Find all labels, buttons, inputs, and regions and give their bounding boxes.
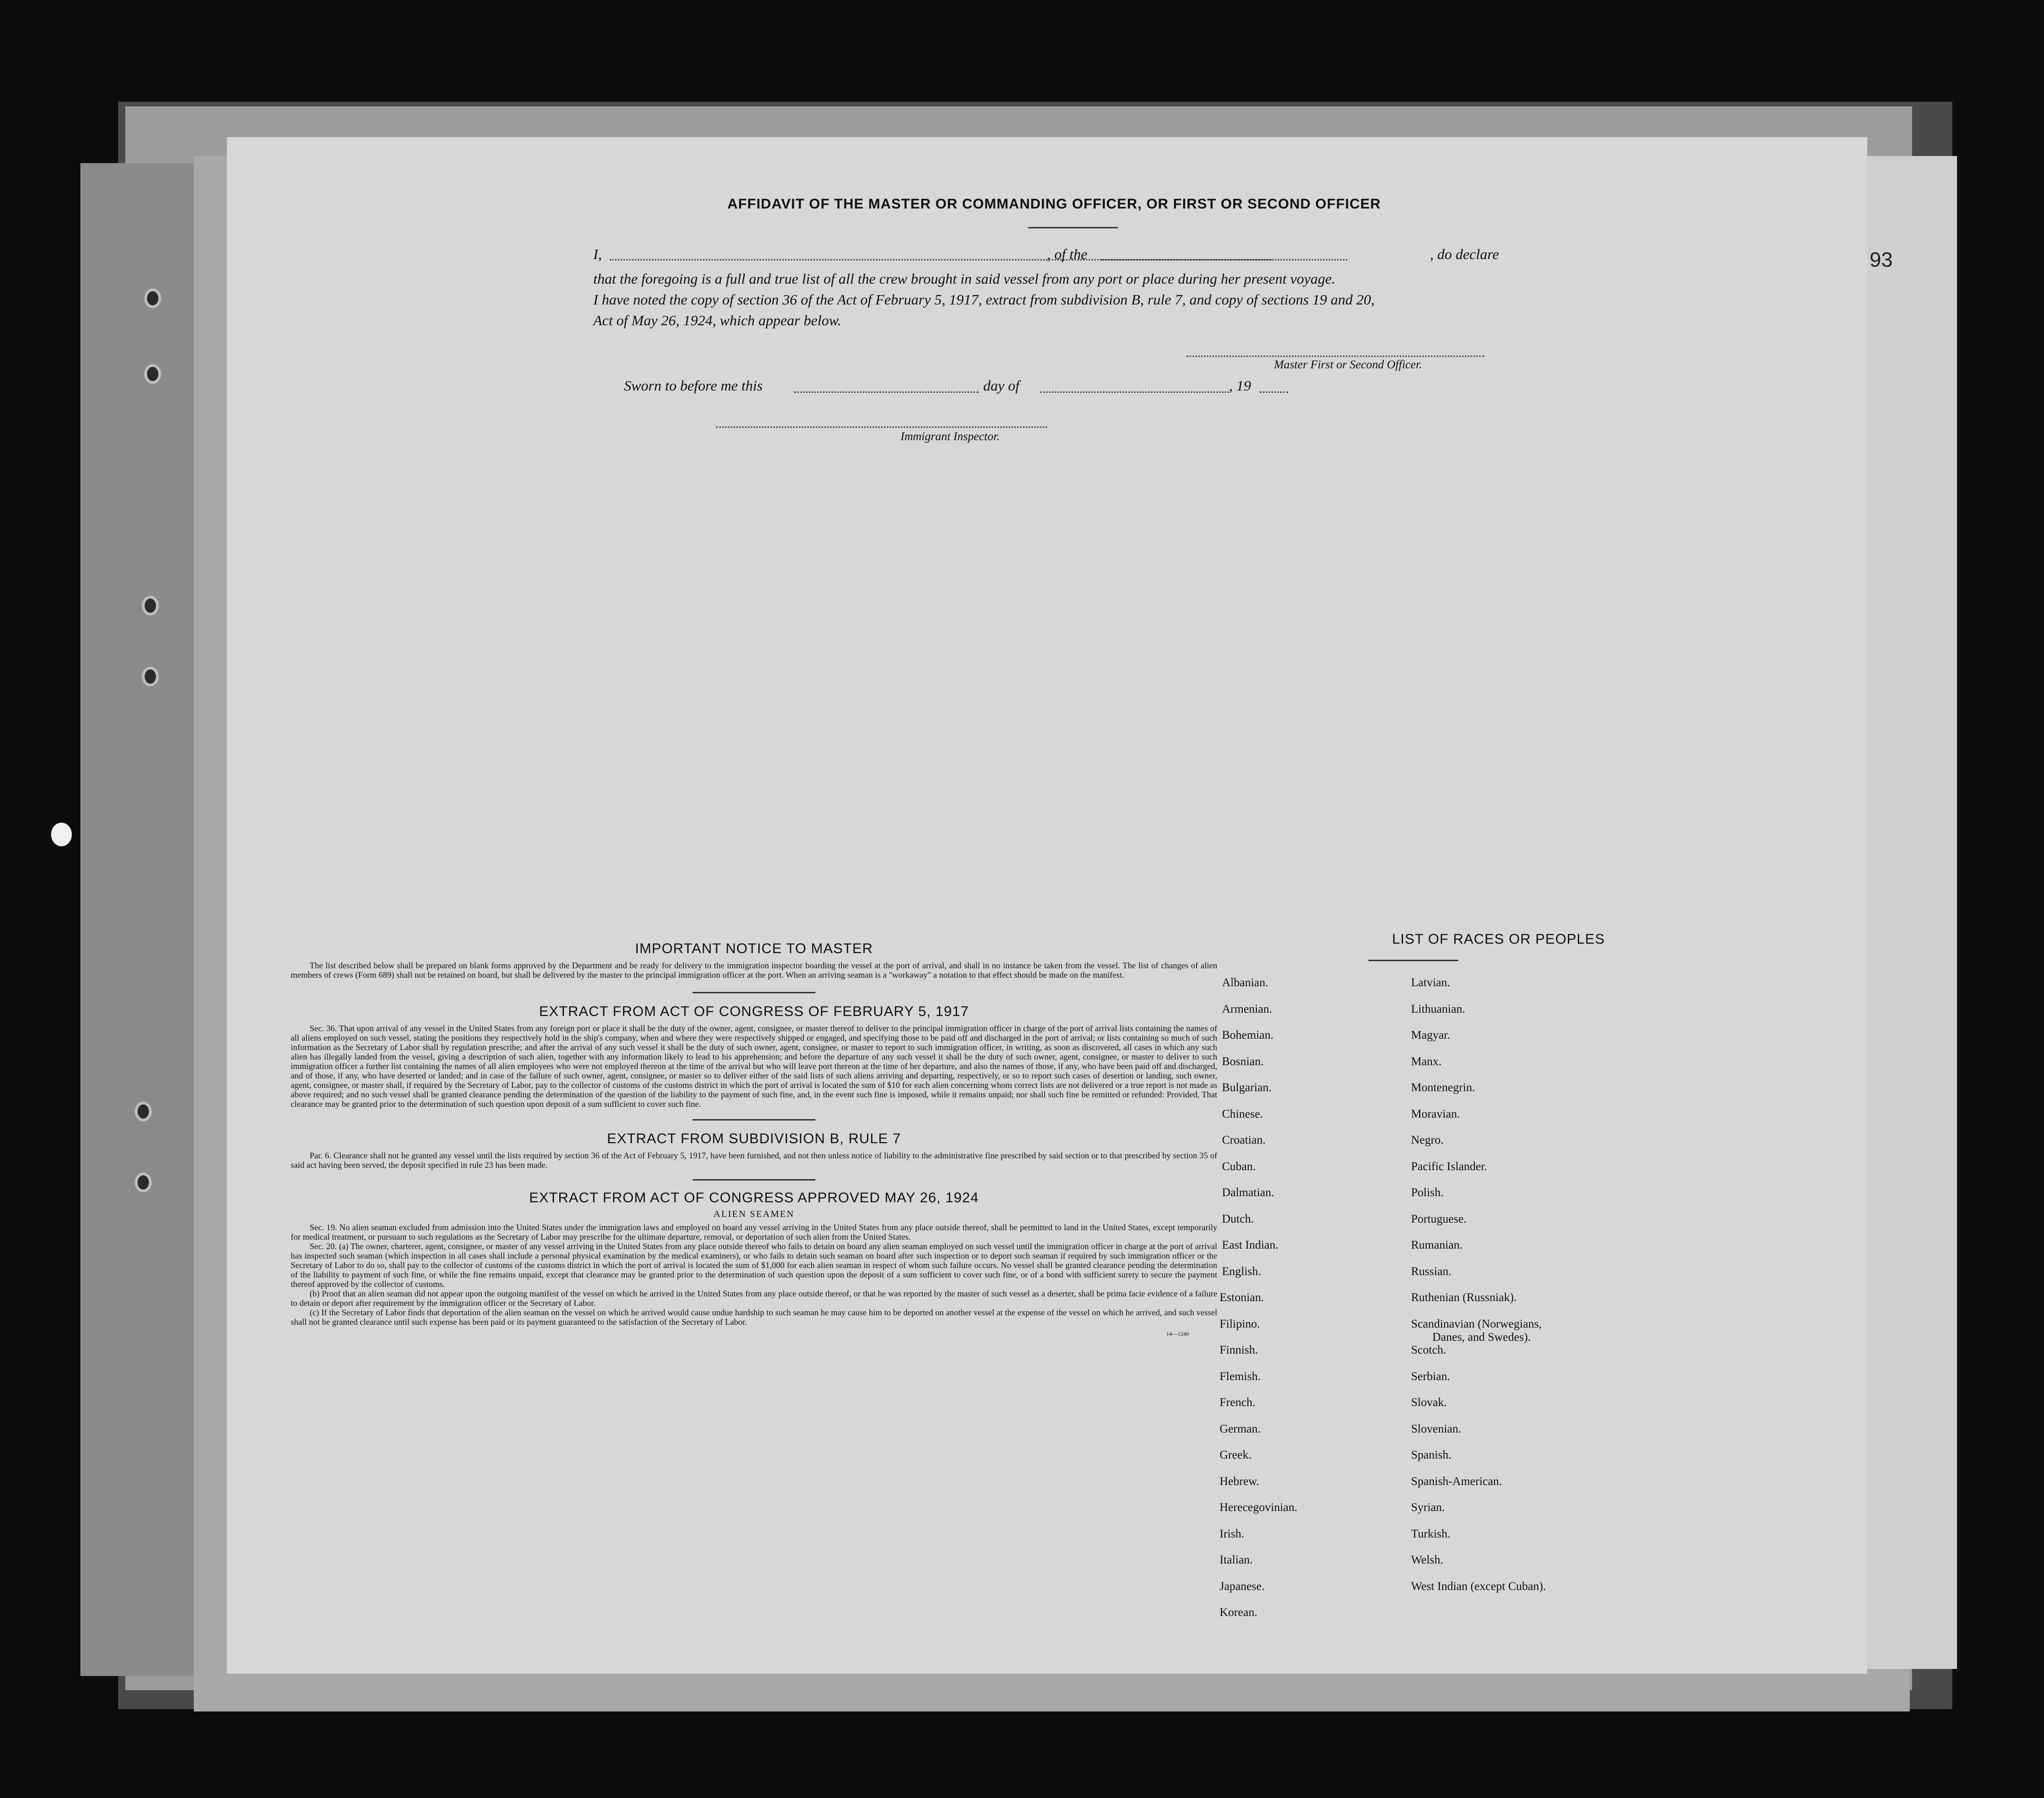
race-item: Armenian. bbox=[1222, 1002, 1273, 1016]
race-item: Moravian. bbox=[1411, 1107, 1460, 1120]
race-item: Negro. bbox=[1411, 1134, 1444, 1147]
master-signature-line bbox=[1187, 356, 1484, 357]
form-number: 14—1240 bbox=[1166, 1330, 1189, 1337]
race-item: Pacific Islander. bbox=[1411, 1160, 1488, 1173]
race-item: Serbian. bbox=[1411, 1370, 1450, 1383]
race-item: French. bbox=[1220, 1396, 1256, 1409]
race-item: Bosnian. bbox=[1222, 1055, 1264, 1068]
section-rule bbox=[693, 1179, 815, 1181]
binder-hole bbox=[135, 1102, 152, 1121]
race-item: Chinese. bbox=[1222, 1107, 1263, 1120]
race-item: Japanese. bbox=[1220, 1580, 1265, 1593]
race-item: Manx. bbox=[1411, 1055, 1442, 1068]
race-item: Ruthenian (Russniak). bbox=[1411, 1291, 1517, 1304]
race-item: Finnish. bbox=[1220, 1344, 1258, 1356]
sworn-day-blank bbox=[794, 391, 979, 393]
race-item: Cuban. bbox=[1222, 1160, 1256, 1173]
race-item: Slovak. bbox=[1411, 1396, 1447, 1409]
binder-hole bbox=[144, 288, 161, 308]
race-item: Turkish. bbox=[1411, 1527, 1451, 1540]
race-item: Magyar. bbox=[1411, 1029, 1450, 1042]
sec-20c-body: (c) If the Secretary of Labor finds that deportation of the alien seaman on the vessel on which he arrived would cause undue hardship to such seaman he may cause him to be deported on another vessel at the expense of the vessel on which he arrived, and such vessel shall not be granted clearance until such expense has been paid or its payment guaranteed to the satisfaction of the Secretary of Labor. bbox=[291, 1308, 1217, 1327]
affidavit-line-2: that the foregoing is a full and true list of all the crew brought in said vessel from any port or place during her present voyage. bbox=[593, 270, 1335, 287]
sworn-label: Sworn to before me this bbox=[624, 377, 763, 394]
extract-1924-title: EXTRACT FROM ACT OF CONGRESS APPROVED MAY 26, 1924 bbox=[529, 1190, 979, 1206]
race-item: Rumanian. bbox=[1411, 1239, 1463, 1251]
race-item: Spanish. bbox=[1411, 1449, 1452, 1461]
race-item: Hebrew. bbox=[1220, 1475, 1259, 1488]
race-item: Estonian. bbox=[1220, 1291, 1264, 1304]
race-item: Irish. bbox=[1220, 1527, 1245, 1540]
sec-20a-body: Sec. 20. (a) The owner, charterer, agent, consignee, or master of any vessel arriving in the United States from any place outside thereof who fails to detain on board any alien seaman employed on such vessel until the immigration officer in charge at the port of arrival has inspected such seaman (which inspection in all cases shall include a personal physical examination by the medical examiners), or who fails to detain such seaman on board after such inspection or to deport such seaman if required by such immigration officer or the Secretary of Labor to do so, shall pay to the collector of customs of the customs district in which the port of arrival is located the sum of $1,000 for each alien seaman in respect of whom such failure occurs. No vessel shall be granted clearance pending the determination of the liability to payment of such fine, or while the fine remains unpaid, except that clearance may be granted prior to the determination of such question upon the deposit of a sum sufficient to cover such fine, or of a bond with sufficient surety to secure the payment thereof approved by the collector of customs. bbox=[291, 1242, 1217, 1289]
day-of-label: day of bbox=[983, 377, 1020, 394]
section-rule bbox=[693, 992, 815, 993]
race-item: East Indian. bbox=[1222, 1239, 1279, 1251]
race-item: Welsh. bbox=[1411, 1554, 1444, 1566]
race-item: Herecegovinian. bbox=[1220, 1501, 1298, 1514]
notice-title: IMPORTANT NOTICE TO MASTER bbox=[635, 941, 873, 956]
inspector-caption: Immigrant Inspector. bbox=[901, 430, 1000, 443]
race-item: Korean. bbox=[1220, 1606, 1257, 1619]
race-item: Latvian. bbox=[1411, 976, 1450, 989]
race-item: Spanish-American. bbox=[1411, 1475, 1502, 1488]
binder-hole bbox=[142, 596, 159, 616]
sworn-month-blank bbox=[1040, 391, 1229, 393]
race-item: Albanian. bbox=[1222, 976, 1268, 989]
alien-seamen-subtitle: ALIEN SEAMEN bbox=[713, 1209, 795, 1219]
binder-hole bbox=[135, 1173, 152, 1192]
race-item: Filipino. bbox=[1220, 1317, 1260, 1330]
extract-1917-body: Sec. 36. That upon arrival of any vessel in the United States from any foreign port or place it shall be the duty of the owner, agent, consignee, or master thereof to deliver to the principal immigration officer in charge of the port of arrival lists containing the names of all aliens employed on such vessel, stating the positions they respectively hold in the ship's company, when and where they were respectively shipped or engaged, and specifying those to be paid off and discharged in the port of arrival; or lists containing so much of such information as the Secretary of Labor shall by regulation prescribe; and after the arrival of any such vessel it shall be the duty of such owner, agent, consignee, or master to report to such immigration officer, in writing, as soon as discovered, all cases in which any such alien has illegally landed from the vessel, giving a description of such alien, together with any information likely to lead to his apprehension; and before the departure of any such vessel it shall be the duty of such owner, agent, consignee, or master to deliver to such immigration officer a further list containing the names of all alien employees who were not employed thereon at the time of the arrival but who will leave port thereon at the time of her departure, and also the names of those, if any, who have been paid off and discharged, and of those, if any, who have deserted or landed; and in case of the failure of such owner, agent, consignee, or master so to deliver either of the said lists of such aliens arriving and departing, respectively, or so to report such cases of desertion or landing, such owner, agent, consignee, or master shall, if required by the Secretary of Labor, pay to the collector of customs of the customs district in which the port of arrival is located the sum of $10 for each alien concerning whom correct lists are not delivered or a true report is not made as above required; and no such vessel shall be granted clearance pending the determination of the question of the liability to the payment of such fine, and, in the event such fine is imposed, while it remains unpaid; nor shall such fine be remitted or refunded: Provided, That clearance may be granted prior to the determination of such question upon deposit of a sum sufficient to cover such fine. bbox=[291, 1024, 1217, 1109]
extract-rule7-body: Par. 6. Clearance shall not be granted any vessel until the lists required by section 36 of the Act of February 5, 1917, have been furnished, and not then unless notice of liability to the administrative fine prescribed by said section or to that prescribed by section 35 of said act having been served, the deposit specified in rule 23 has been made. bbox=[291, 1151, 1217, 1170]
race-item: Portuguese. bbox=[1411, 1212, 1467, 1225]
extract-rule7-title: EXTRACT FROM SUBDIVISION B, RULE 7 bbox=[607, 1131, 901, 1147]
race-item: Scandinavian (Norwegians, bbox=[1411, 1317, 1542, 1330]
race-item: Slovenian. bbox=[1411, 1422, 1462, 1435]
race-item: Dalmatian. bbox=[1222, 1186, 1274, 1199]
affidavit-title: AFFIDAVIT OF THE MASTER OR COMMANDING OFFICER, OR FIRST OR SECOND OFFICER bbox=[727, 196, 1381, 212]
notice-body: The list described below shall be prepared on blank forms approved by the Department and be ready for delivery to the immigration inspector boarding the vessel at the port of arrival, and shall in no instance be taken from the vessel. The list of changes of alien members of crews (Form 689) shall not be retained on board, but shall be delivered by the master to the principal immigration officer at the port. When an arriving seaman is a "workaway" a notation to that effect should be made on the manifest. bbox=[291, 961, 1217, 980]
master-caption: Master First or Second Officer. bbox=[1274, 358, 1422, 371]
race-item: Montenegrin. bbox=[1411, 1081, 1475, 1094]
race-item: Lithuanian. bbox=[1411, 1002, 1465, 1016]
race-item: Croatian. bbox=[1222, 1134, 1266, 1147]
race-item: Polish. bbox=[1411, 1186, 1444, 1199]
manifest-page bbox=[227, 137, 1867, 1674]
race-item: Bohemian. bbox=[1222, 1029, 1274, 1042]
race-item: German. bbox=[1220, 1422, 1261, 1435]
affidavit-of-the-label: , of the bbox=[1047, 246, 1088, 262]
extract-1917-title: EXTRACT FROM ACT OF CONGRESS OF FEBRUARY 5, 1917 bbox=[539, 1004, 969, 1019]
binder-hole bbox=[51, 823, 72, 846]
title-rule bbox=[1028, 227, 1118, 228]
race-item: Syrian. bbox=[1411, 1501, 1445, 1514]
year-label: , 19 bbox=[1229, 377, 1251, 394]
race-item: Bulgarian. bbox=[1222, 1081, 1272, 1094]
race-item: Danes, and Swedes). bbox=[1432, 1330, 1531, 1344]
race-item: Greek. bbox=[1220, 1449, 1252, 1461]
race-item: English. bbox=[1222, 1265, 1261, 1278]
notices-column bbox=[291, 941, 1217, 1338]
affidavit-do-declare-label: , do declare bbox=[1430, 246, 1499, 262]
sworn-year-blank bbox=[1260, 391, 1288, 393]
race-item: West Indian (except Cuban). bbox=[1411, 1580, 1546, 1593]
race-item: Flemish. bbox=[1220, 1370, 1261, 1383]
margin-page-number: 93 bbox=[1870, 248, 1893, 271]
race-item: Italian. bbox=[1220, 1554, 1253, 1566]
binder-hole bbox=[144, 364, 161, 384]
races-title: LIST OF RACES OR PEOPLES bbox=[1392, 931, 1605, 947]
race-item: Scotch. bbox=[1411, 1344, 1446, 1356]
affidavit-line-4: Act of May 26, 1924, which appear below. bbox=[593, 312, 841, 329]
inspector-signature-line bbox=[716, 426, 1047, 428]
race-item: Russian. bbox=[1411, 1265, 1452, 1278]
sec-19-body: Sec. 19. No alien seaman excluded from admission into the United States under the immigration laws and employed on board any vessel arriving in the United States from any place outside thereof, shall be permitted to land in the United States, except temporarily for medical treatment, or pursuant to such regulations as the Secretary of Labor may prescribe for the ultimate departure, removal, or deportation of such alien from the United States. bbox=[291, 1223, 1217, 1242]
affidavit-line-3: I have noted the copy of section 36 of the Act of February 5, 1917, extract from subdivision B, rule 7, and copy of sections 19 and 20, bbox=[593, 291, 1375, 308]
section-rule bbox=[693, 1119, 815, 1120]
races-title-rule bbox=[1368, 960, 1458, 961]
sec-20b-body: (b) Proof that an alien seaman did not appear upon the outgoing manifest of the vessel on which he arrived in the United States from any place outside thereof, or that he was reported by the master of such vessel as a deserter, shall be prima facie evidence of a failure to detain or deport after requirement by the immigration officer or the Secretary of Labor. bbox=[291, 1289, 1217, 1308]
vessel-blank bbox=[1101, 259, 1347, 261]
race-item: Dutch. bbox=[1222, 1212, 1254, 1225]
binder-hole bbox=[142, 667, 159, 686]
underlying-sheet-right bbox=[1858, 156, 1957, 1669]
affidavit-i-label: I, bbox=[593, 246, 602, 262]
